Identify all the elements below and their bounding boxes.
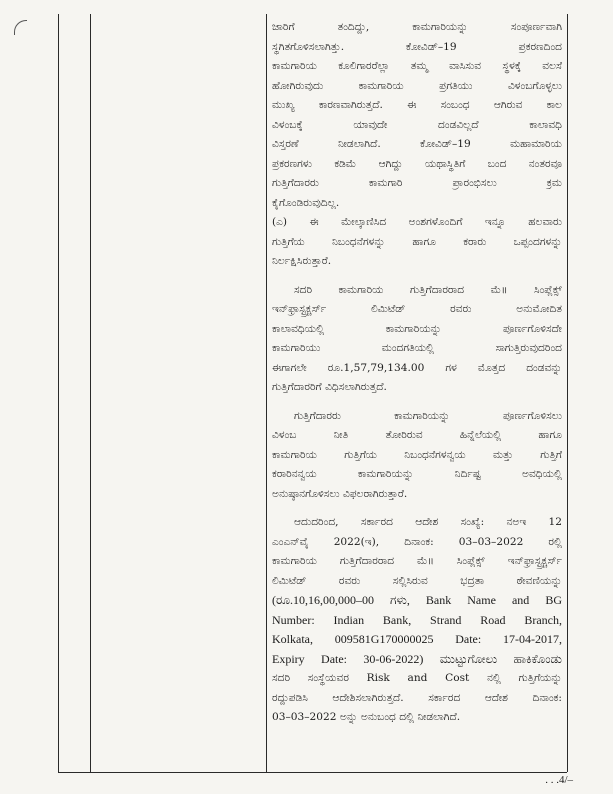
document-body [272, 18, 562, 737]
paragraph-covid-delay [272, 18, 562, 272]
text-line: ಈಗಾಗಲೇ ರೂ.1,57,79,134.00 ಗಳ ಮೊತ್ತದ ದಂಡವನ್ನು [272, 361, 562, 374]
text-line: 03–03–2022 ಅನ್ನು ಅನುಬಂಧ ದಲ್ಲಿ ನೀಡಲಾಗಿದೆ. [272, 711, 461, 723]
text-line: ಜಾರಿಗೆ ತಂದಿದ್ದು, ಕಾಮಗಾರಿಯನ್ನು ಸಂಪೂರ್ಣವಾಗಿ [272, 21, 562, 33]
text-line: Expiry Date: 30-06-2022) ಮುಟ್ಟುಗೋಲು ಹಾಕಿಕೊಂಡು [272, 651, 562, 666]
text-line: (ಎ) ಈ ಮೇಲ್ಕಾಣಿಸಿದ ಅಂಶಗಳೊಂದಿಗೆ ಇನ್ನೂ ಹಲವಾರು [272, 216, 562, 228]
text-line: ವಿಳಂಬ ನೀತಿ ತೋರಿರುವ ಹಿನ್ನೆಲೆಯಲ್ಲಿ ಹಾಗೂ [272, 429, 562, 441]
text-line: ಹೋಗಿರುವುದು ಕಾಮಗಾರಿಯ ಪ್ರಗತಿಯು ವಿಳಂಬಗೊಳ್ಳಲು [272, 79, 562, 92]
paragraph-penalty [272, 281, 562, 398]
text-line: ಆದುದರಿಂದ, ಸರ್ಕಾರದ ಆದೇಶ ಸಂಖ್ಯೆ: ನಅಇ 12 [294, 516, 562, 528]
text-line: ವಿಸ್ತರಣೆ ನೀಡಲಾಗಿದೆ. ಕೋವಿಡ್–19 ಮಹಾಮಾರಿಯ [272, 138, 562, 150]
text-line: ಕಾಮಗಾರಿಯ ಕೂಲಿಗಾರರೆಲ್ಲಾ ತಮ್ಮ ವಾಸಿಸುವ ಸ್ಥಳಕ್ಕೆ ವಲಸೆ [272, 60, 562, 72]
text-line: ವಿಳಂಬಕ್ಕೆ ಯಾವುದೇ ದಂಡವಿಲ್ಲದೆ ಕಾಲಾವಧಿ [272, 118, 562, 131]
text-line: ಲಿಮಿಟೆಡ್ ರವರು ಸಲ್ಲಿಸಿರುವ ಭದ್ರತಾ ಠೇವಣಿಯನ್ನು [272, 574, 562, 587]
text-line: ಎಂಎನ್‌ವೈ 2022(ಇ), ದಿನಾಂಕ: 03–03–2022 ರಲ್ಲಿ [272, 535, 562, 548]
table-column-divider-1 [90, 14, 91, 772]
table-border-right [567, 14, 568, 772]
table-column-divider-2 [266, 14, 267, 772]
text-line: ಕಾಲಾವಧಿಯಲ್ಲಿ ಕಾಮಗಾರಿಯನ್ನು ಪೂರ್ಣಗೊಳಿಸದೇ [272, 322, 562, 335]
text-line: ಪ್ರಕರಣಗಳು ಕಡಿಮೆ ಆಗಿದ್ದು ಯಥಾಸ್ಥಿತಿಗೆ ಬಂದ ನಂತರವೂ [272, 157, 562, 170]
text-line: ಸದರಿ ಸಂಸ್ಥೆಯವರ Risk and Cost ನಲ್ಲಿ ಗುತ್ತಿಗೆಯನ್ನು [272, 672, 562, 684]
text-line: Kolkata, 009581G170000025 Date: 17-04-2017, [272, 632, 562, 646]
text-line: ಮುಖ್ಯ ಕಾರಣವಾಗಿರುತ್ತದೆ. ಈ ಸಂಬಂಧ ಆಗಿರುವ ಕಾಲ [272, 99, 562, 111]
page-corner-mark [14, 20, 27, 35]
text-line: ಸ್ಥಗಿತಗೊಳಿಸಲಾಗಿತ್ತು. ಕೋವಿಡ್–19 ಪ್ರಕರಣದಿಂದ [272, 40, 562, 53]
text-line: ಗುತ್ತಿಗೆದಾರರಿಗೆ ವಿಧಿಸಲಾಗಿರುತ್ತದೆ. [272, 381, 387, 393]
paragraph-government-order [272, 513, 562, 728]
text-line: (ರೂ.10,16,00,000–00 ಗಳು, Bank Name and BG [272, 593, 562, 607]
text-line: ಕೈಗೊಂಡಿರುವುದಿಲ್ಲ. [272, 196, 340, 209]
text-line: ಕರಾರಿನನ್ವಯ ಕಾಮಗಾರಿಯನ್ನು ನಿರ್ದಿಷ್ಟ ಅವಧಿಯಲ್ಲಿ [272, 468, 562, 480]
table-border-left [58, 14, 59, 772]
page-number: . . .4/– [545, 774, 573, 786]
text-line: ಕಾಮಗಾರಿಯು ಮಂದಗತಿಯಲ್ಲಿ ಸಾಗುತ್ತಿರುವುದರಿಂದ [272, 342, 562, 354]
text-line: ರದ್ದುಪಡಿಸಿ ಆದೇಶಿಸಲಾಗಿರುತ್ತದೆ. ಸರ್ಕಾರದ ಆದೇಶ ದಿನಾಂಕ: [272, 691, 562, 704]
table-border-bottom [58, 772, 567, 773]
text-line: Number: Indian Bank, Strand Road Branch, [272, 612, 562, 627]
paragraph-contractor-failure [272, 407, 562, 505]
text-line: ಅನುಷ್ಠಾನಗೊಳಿಸಲು ವಿಫಲರಾಗಿರುತ್ತಾರೆ. [272, 487, 408, 500]
text-line: ಸದರಿ ಕಾಮಗಾರಿಯ ಗುತ್ತಿಗೆದಾರರಾದ ಮೆ॥ ಸಿಂಪ್ಲೆಕ್ಸ್ [294, 283, 562, 296]
text-line: ಕಾಮಗಾರಿಯ ಗುತ್ತಿಗೆದಾರರಾದ ಮೆ॥ ಸಿಂಪ್ಲೆಕ್ಸ್ ಇನ್‌ಫ್ರಾಸ್ಟ್ರಕ್ಚರ್ಸ್ [272, 555, 562, 567]
text-line: ಗುತ್ತಿಗೆಯ ನಿಬಂಧನೆಗಳನ್ನು ಹಾಗೂ ಕರಾರು ಒಪ್ಪಂದಗಳನ್ನು [272, 235, 562, 248]
text-line: ನಿರ್ಲಕ್ಷಿಸಿರುತ್ತಾರೆ. [272, 255, 332, 267]
text-line: ಗುತ್ತಿಗೆದಾರರು ಕಾಮಗಾರಿ ಪ್ರಾರಂಭಿಸಲು ಕ್ರಮ [272, 177, 562, 189]
text-line: ಇನ್‌ಫ್ರಾಸ್ಟ್ರಕ್ಚರ್ಸ್ ಲಿಮಿಟೆಡ್ ರವರು ಅನುಮೋದಿತ [272, 303, 562, 315]
text-line: ಗುತ್ತಿಗೆದಾರರು ಕಾಮಗಾರಿಯನ್ನು ಪೂರ್ಣಗೊಳಿಸಲು [294, 409, 562, 422]
text-line: ಕಾಮಗಾರಿಯ ಗುತ್ತಿಗೆಯ ನಿಬಂಧನೆಗಳನ್ವಯ ಮತ್ತು ಗುತ್ತಿಗೆ [272, 448, 562, 461]
